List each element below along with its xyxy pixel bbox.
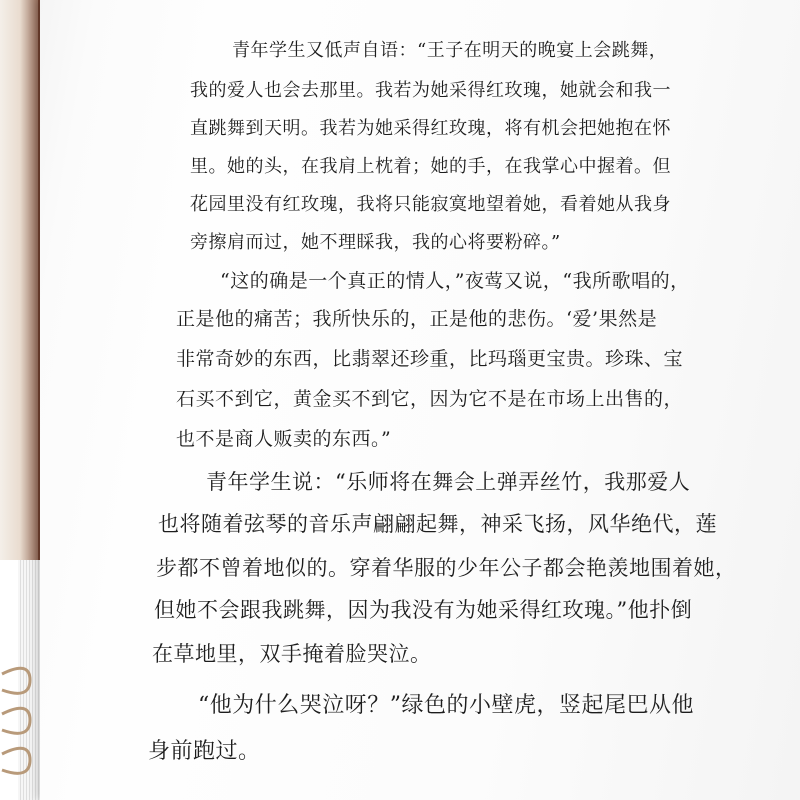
text-line: 正是他的痛苦；我所快乐的，正是他的悲伤。‘爱’果然是 xyxy=(176,308,658,330)
text-line: 我的爱人也会去那里。我若为她采得红玫瑰，她就会和我一 xyxy=(190,80,671,101)
text-line: “他为什么哭泣呀？”绿色的小壁虎，竖起尾巴从他 xyxy=(198,693,694,718)
text-line: 直跳舞到天明。我若为她采得红玫瑰，将有机会把她抱在怀 xyxy=(190,118,671,139)
text-line: 身前跑过。 xyxy=(148,739,261,764)
text-line: 也将随着弦琴的音乐声翩翩起舞，神采飞扬，风华绝代，莲 xyxy=(158,512,717,536)
text-line: 石买不到它，黄金买不到它，因为它不是在市场上出售的， xyxy=(176,388,684,410)
text-line: 青年学生说：“乐师将在舞会上弹弄丝竹，我那爱人 xyxy=(206,470,691,494)
text-line: “这的确是一个真正的情人，”夜莺又说，“我所歌唱的， xyxy=(220,270,690,292)
text-line: 但她不会跟我跳舞，因为我没有为她采得红玫瑰。”他扑倒 xyxy=(154,598,693,622)
text-line: 也不是商人贩卖的东西。” xyxy=(176,428,392,450)
text-line: 在草地里，双手掩着脸哭泣。 xyxy=(152,642,432,666)
text-line: 步都不曾着地似的。穿着华服的少年公子都会艳羡地围着她， xyxy=(156,556,737,580)
text-line: 旁擦肩而过，她不理睬我，我的心将要粉碎。” xyxy=(190,232,561,253)
text-line: 里。她的头，在我肩上枕着；她的手，在我掌心中握着。但 xyxy=(190,156,671,177)
text-line: 青年学生又低声自语：“王子在明天的晚宴上会跳舞， xyxy=(232,40,668,61)
text-line: 非常奇妙的东西，比翡翠还珍重，比玛瑙更宝贵。珍珠、宝 xyxy=(176,348,684,370)
text-line: 花园里没有红玫瑰，我将只能寂寞地望着她，看着她从我身 xyxy=(190,194,671,215)
